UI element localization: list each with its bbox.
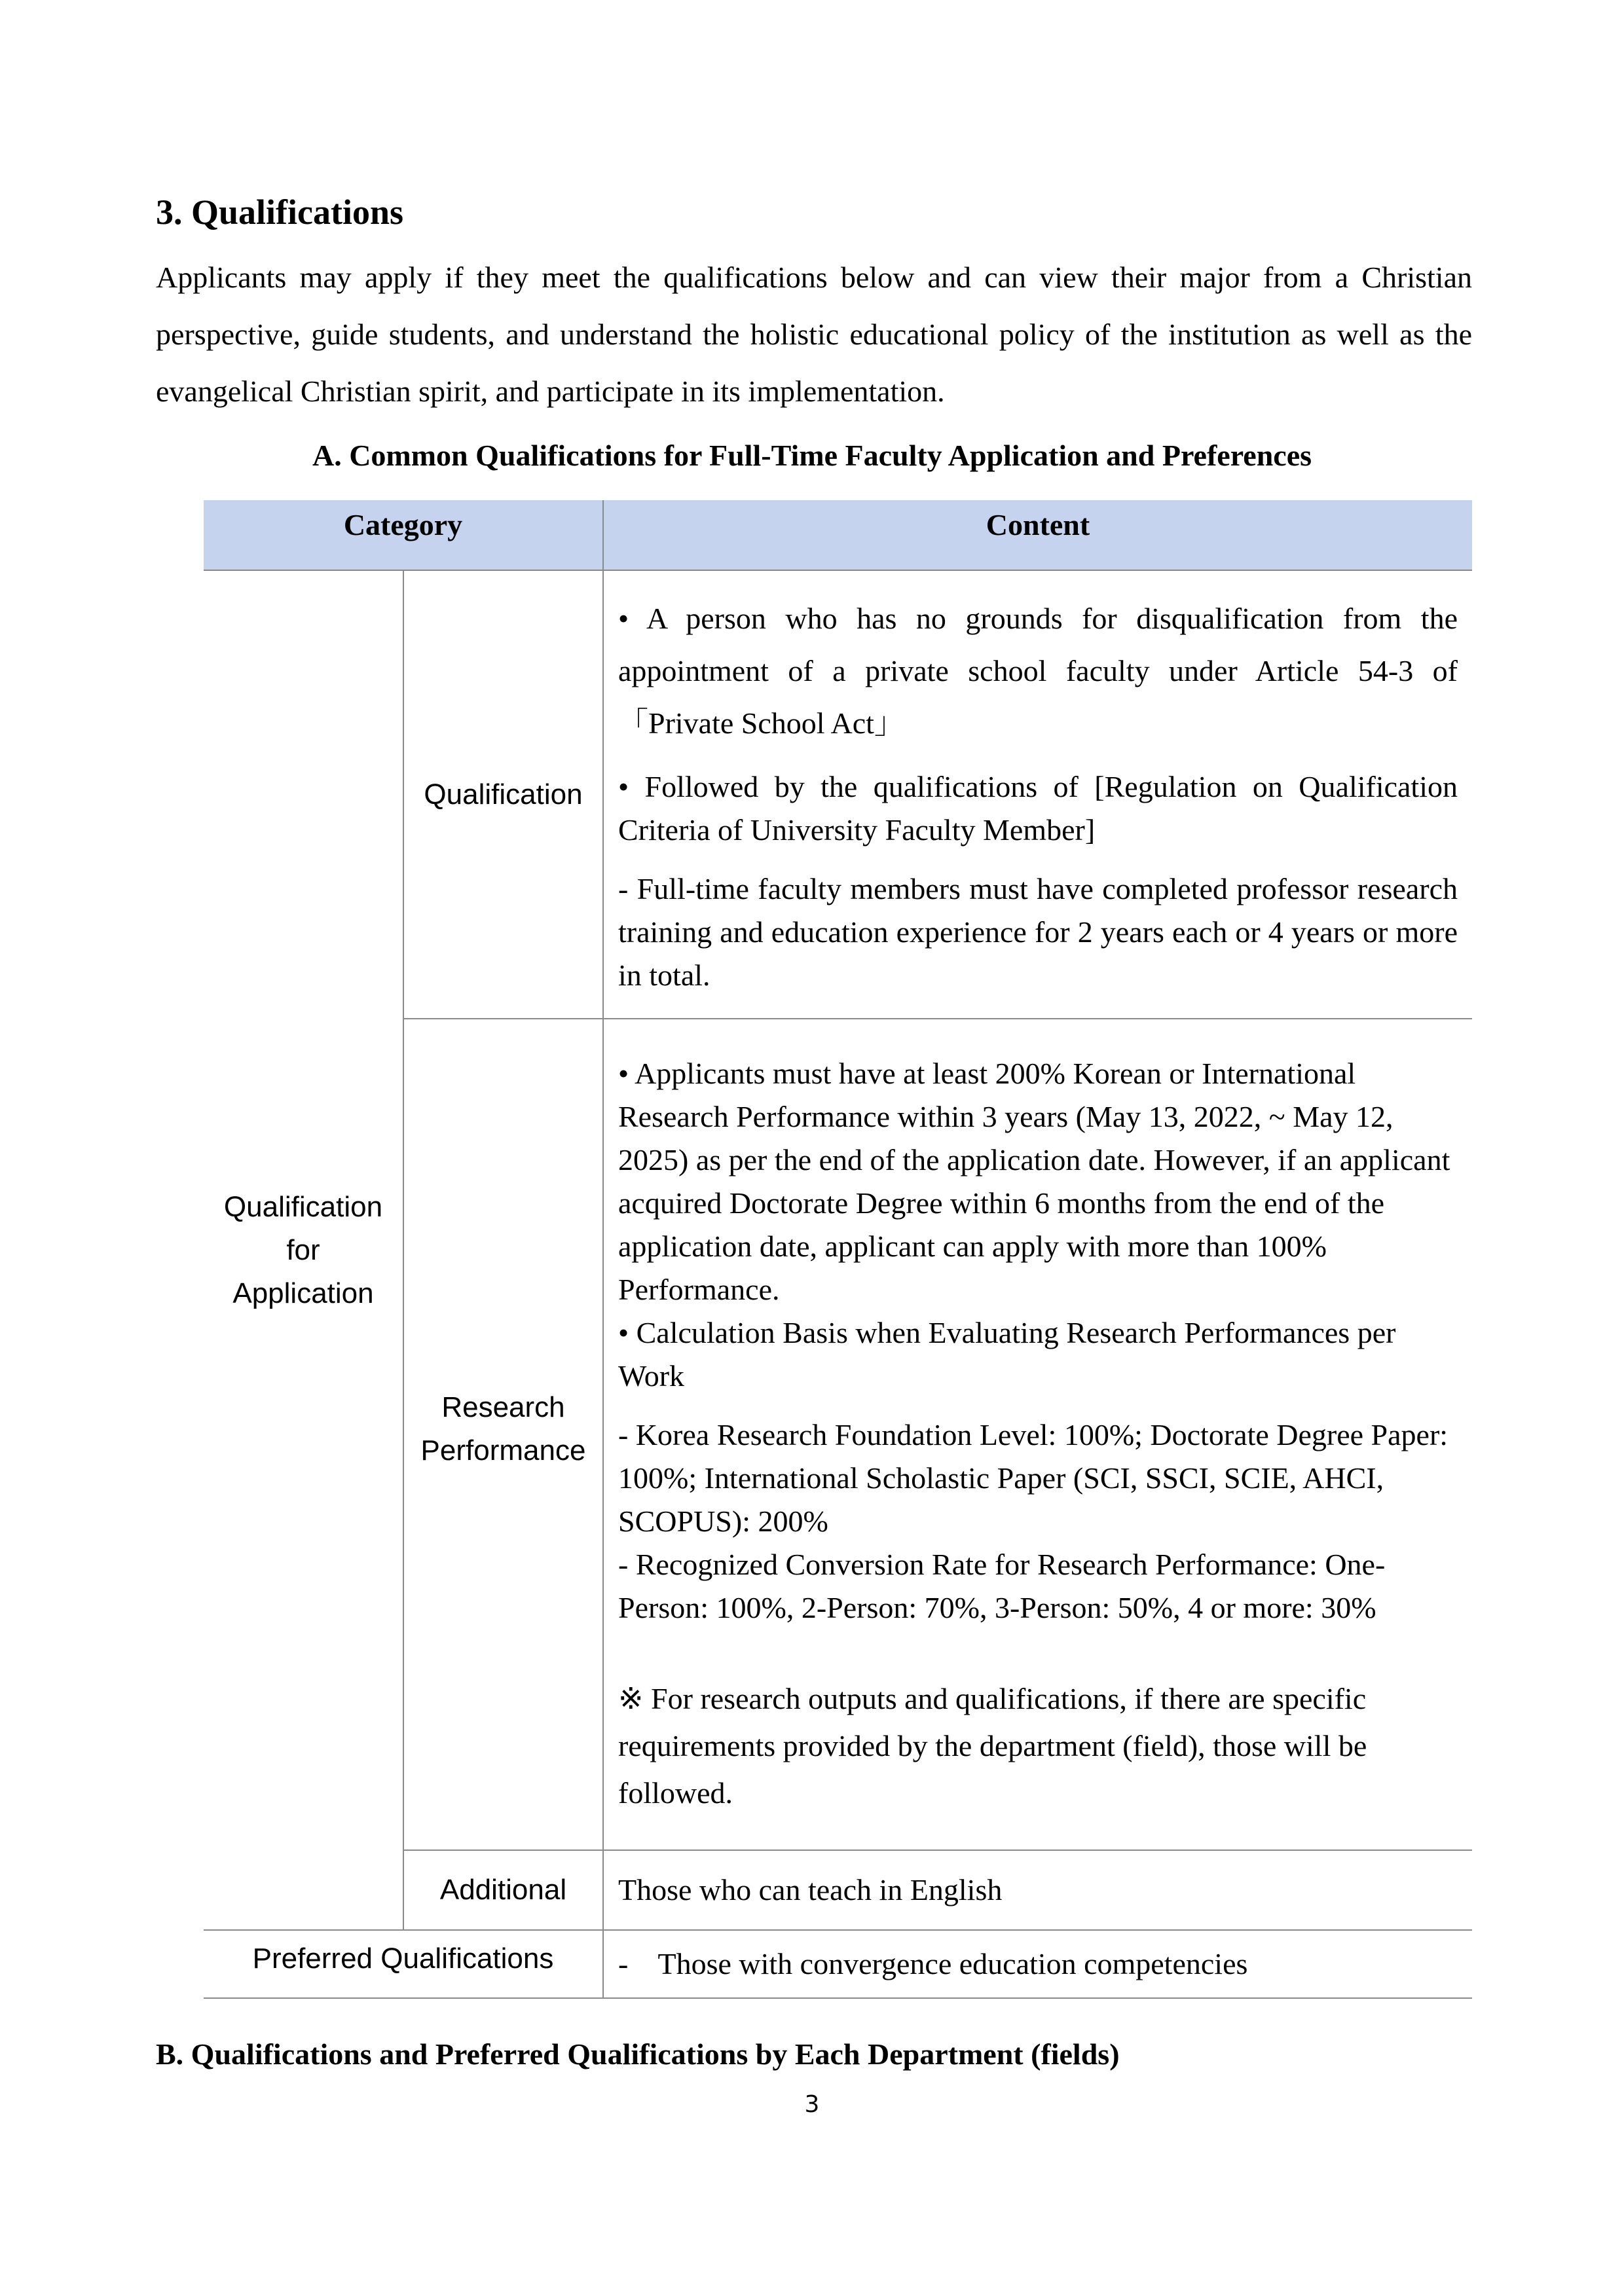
qualification-item-2: • Followed by the qualifications of [Regulation on Qualification Criteria of University Faculty Member] bbox=[618, 769, 1458, 847]
row-content-preferred: - Those with convergence education competencies bbox=[603, 1930, 1472, 1998]
row-label-preferred: Preferred Qualifications bbox=[204, 1930, 603, 1998]
research-item-4: - Recognized Conversion Rate for Research Performance: One-Person: 100%, 2-Person: 70%, 3-Person: 50%, 4 or more: 30% bbox=[618, 1548, 1386, 1624]
header-content: Content bbox=[603, 500, 1472, 570]
page-number: 3 bbox=[804, 2091, 820, 2118]
row-content-research-performance bbox=[603, 1019, 1472, 1850]
table-row bbox=[204, 570, 1472, 1019]
row-label-qualification: Qualification bbox=[403, 570, 603, 1019]
section-title: 3. Qualifications bbox=[156, 192, 404, 232]
row-label-additional: Additional bbox=[403, 1850, 603, 1930]
qualification-item-3: - Full-time faculty members must have completed professor research training and education experience for 2 years each or 4 years or more in total. bbox=[618, 871, 1458, 992]
group-label-qualification-for-application bbox=[204, 570, 403, 1930]
row-content-additional: Those who can teach in English bbox=[603, 1850, 1472, 1930]
qualifications-table bbox=[204, 500, 1472, 1999]
research-label-text: Research Performance bbox=[420, 1391, 586, 1467]
intro-paragraph: Applicants may apply if they meet the qualifications below and can view their major from a Christian perspective, guide students, and understand the holistic educational policy of the institution as well as the evangelical Christian spirit, and participate in its implementation. bbox=[156, 261, 1472, 408]
section-b-title: B. Qualifications and Preferred Qualifications by Each Department (fields) bbox=[156, 2037, 1120, 2071]
row-label-research-performance bbox=[403, 1019, 603, 1850]
research-item-3: - Korea Research Foundation Level: 100%; Doctorate Degree Paper: 100%; International Scholastic Paper (SCI, SSCI, SCIE, AHCI, SCOPUS): 200% bbox=[618, 1418, 1449, 1538]
group-label-text: Qualification for Application bbox=[223, 1190, 383, 1309]
research-item-5: ※ For research outputs and qualifications, if there are specific requirements provided by the department (field), those will be followed. bbox=[618, 1682, 1367, 1810]
header-category: Category bbox=[204, 500, 603, 570]
table-row bbox=[204, 1930, 1472, 1998]
qualification-item-1 bbox=[618, 592, 1458, 750]
research-item-1: • Applicants must have at least 200% Korean or International Research Performance within 3 years (May 13, 2022, ~ May 12, 2025) as per the end of the application date. However, if an applicant acquired Doctorate Degree within 6 months from the end of the application date, applicant can apply with more than 100% Performance. bbox=[618, 1057, 1450, 1306]
research-item-2: • Calculation Basis when Evaluating Research Performances per Work bbox=[618, 1316, 1396, 1393]
table-header-row bbox=[204, 500, 1472, 570]
qualification-item-1-text: • A person who has no grounds for disqualification from the appointment of a private school faculty under Article 54-3 of 「Private School Act」 bbox=[618, 601, 1458, 740]
table-a-title: A. Common Qualifications for Full-Time Faculty Application and Preferences bbox=[312, 439, 1312, 472]
row-content-qualification bbox=[603, 570, 1472, 1019]
